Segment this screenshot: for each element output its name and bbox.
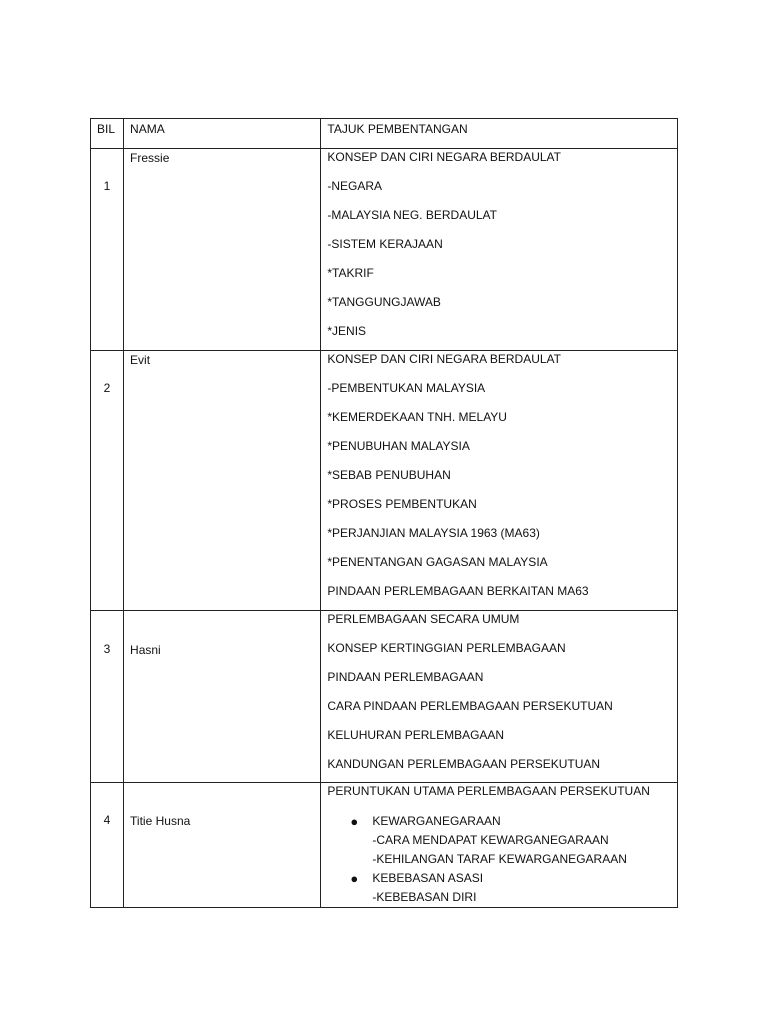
bullet-list [327,812,671,907]
table-row [91,149,678,351]
topic-line: KONSEP KERTINGGIAN PERLEMBAGAAN [327,641,566,655]
topic-line: PINDAAN PERLEMBAGAAN [327,670,484,684]
bullet-label: KEBEBASAN ASASI [372,871,484,885]
tajuk-cell [321,611,678,783]
nama-cell [124,611,321,783]
table-row [91,783,678,908]
topic-line: *KEMERDEKAAN TNH. MELAYU [327,410,507,424]
topic-line: -SISTEM KERAJAAN [327,237,443,251]
bullet-label: KEWARGANEGARAAN [372,814,501,828]
topic-line: KONSEP DAN CIRI NEGARA BERDAULAT [327,150,561,164]
topic-line: PERUNTUKAN UTAMA PERLEMBAGAAN PERSEKUTUAN [327,784,650,798]
topic-line: PINDAAN PERLEMBAGAAN BERKAITAN MA63 [327,584,589,598]
topic-line: *PENUBUHAN MALAYSIA [327,439,470,453]
topic-line: KELUHURAN PERLEMBAGAAN [327,728,505,742]
presenter-name: Hasni [130,643,161,657]
bullet-icon: ● [350,814,359,829]
topic-line: KANDUNGAN PERLEMBAGAAN PERSEKUTUAN [327,757,601,771]
topic-line: -MALAYSIA NEG. BERDAULAT [327,208,497,222]
topic-line: *SEBAB PENUBUHAN [327,468,451,482]
header-nama: NAMA [124,119,321,149]
topic-line: PERLEMBAGAAN SECARA UMUM [327,612,520,626]
nama-cell [124,783,321,908]
topic-line: *JENIS [327,324,367,338]
bil-cell [91,351,124,611]
nama-cell [124,149,321,351]
row-number: 2 [103,381,111,395]
row-number: 4 [103,813,111,827]
topic-line: *PROSES PEMBENTUKAN [327,497,477,511]
topic-line: *PENENTANGAN GAGASAN MALAYSIA [327,555,548,569]
topic-line: *PERJANJIAN MALAYSIA 1963 (MA63) [327,526,540,540]
topic-line: -NEGARA [327,179,383,193]
bullet-sub-line: -KEHILANGAN TARAF KEWARGANEGARAAN [372,852,627,866]
presentation-table [90,118,678,908]
header-bil: BIL [91,119,124,149]
nama-cell [124,351,321,611]
bullet-item [327,812,671,869]
bullet-icon: ● [350,871,359,886]
header-row [91,119,678,149]
topic-line: KONSEP DAN CIRI NEGARA BERDAULAT [327,352,561,366]
table-row [91,351,678,611]
table-row [91,611,678,783]
topic-line: CARA PINDAAN PERLEMBAGAAN PERSEKUTUAN [327,699,613,713]
bullet-sub-line: -CARA MENDAPAT KEWARGANEGARAAN [372,833,609,847]
tajuk-cell [321,149,678,351]
header-tajuk: TAJUK PEMBENTANGAN [321,119,678,149]
presenter-name: Titie Husna [130,814,191,828]
bil-cell [91,611,124,783]
presenter-name: Fressie [130,151,170,165]
tajuk-cell [321,351,678,611]
topic-line: *TAKRIF [327,266,374,280]
bil-cell [91,783,124,908]
row-number: 1 [103,179,111,193]
topic-line: -PEMBENTUKAN MALAYSIA [327,381,486,395]
row-number: 3 [103,642,111,656]
bullet-item [327,869,671,907]
tajuk-cell [321,783,678,908]
presenter-name: Evit [130,353,151,367]
bullet-sub-line: -KEBEBASAN DIRI [372,890,477,904]
topic-line: *TANGGUNGJAWAB [327,295,441,309]
bil-cell [91,149,124,351]
